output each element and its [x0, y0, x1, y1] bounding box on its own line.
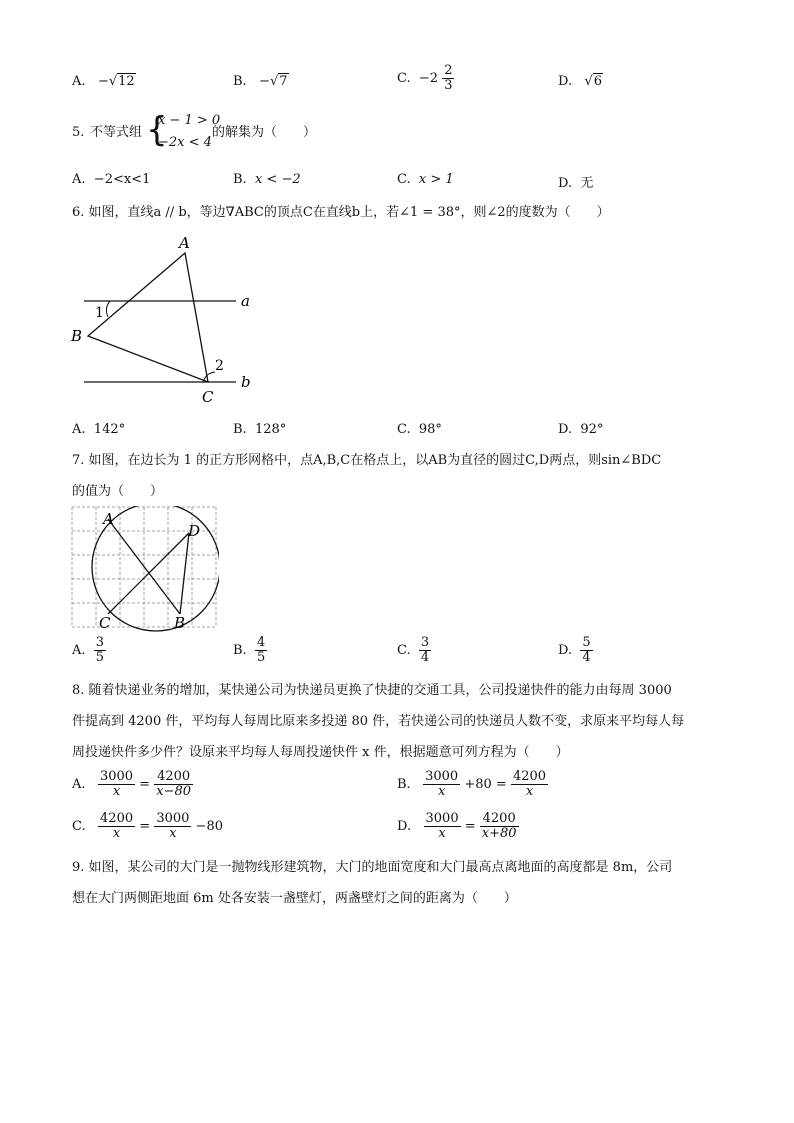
triangle-abc [88, 253, 208, 382]
q8-option-c: C. $\frac{4200}{x}$ = $\frac{3000}{x}$ −80 [72, 811, 223, 841]
q5-option-c: C. x > 1 [397, 172, 454, 187]
label-A: A [179, 234, 190, 252]
q5-option-a: A. −2<x<1 [72, 172, 151, 187]
label-angle-1: 1 [95, 305, 104, 321]
q4-option-a: A. −√12 [72, 74, 135, 89]
q6-option-b: B. 128° [233, 422, 287, 437]
q8-option-d: D. $\frac{3000}{x}$ = $\frac{4200}{x+80}$ [397, 811, 517, 841]
q7-stem-line2: 的值为（ ） [72, 484, 164, 499]
q7-option-c: C. $\frac{3}{4}$ [397, 635, 430, 665]
q6-option-c: C. 98° [397, 422, 442, 437]
q7-option-a: A. $\frac{3}{5}$ [72, 635, 105, 665]
label-b: b [241, 373, 251, 391]
label-angle-2: 2 [215, 358, 224, 374]
q6-option-d: D. 92° [558, 422, 604, 437]
q7-option-b: B. $\frac{4}{5}$ [233, 635, 266, 665]
q8-option-a: A. $\frac{3000}{x}$ = $\frac{4200}{x-80}$ [72, 769, 191, 799]
q4-option-d: D. √6 [558, 74, 603, 89]
segment-DB [180, 533, 189, 614]
q7-circle-grid-figure [71, 506, 219, 632]
label-C: C [99, 614, 111, 632]
brace: { [146, 110, 168, 150]
q7-stem-line1: 7. 如图，在边长为 1 的正方形网格中，点A,B,C在格点上，以AB为直径的圆过C,D两点，则sin∠BDC [72, 453, 662, 468]
sqrt-sign: √ [108, 74, 118, 89]
q5-option-d: D. 无 [558, 176, 594, 191]
q9-stem-line2: 想在大门两侧距地面 6m 处各安装一盏壁灯，两盏壁灯之间的距离为（ ） [72, 891, 517, 906]
sqrt-sign: √ [584, 74, 593, 89]
q9-stem-line1: 9. 如图，某公司的大门是一抛物线形建筑物，大门的地面宽度和大门最高点离地面的高度都是 8m，公司 [72, 860, 673, 875]
q6-option-a: A. 142° [72, 422, 126, 437]
q4-option-b: B. −√7 [233, 74, 288, 89]
q4-option-c: C. −2 $\frac{2}{3}$ [397, 63, 453, 93]
q8-stem-line2: 件提高到 4200 件，平均每人每周比原来多投递 80 件，若快递公司的快递员人数不变，求原来平均每人每 [72, 714, 685, 729]
label-B: B [71, 327, 83, 345]
q6-stem: 6. 如图，直线a // b，等边∇ABC的顶点C在直线b上，若∠1 = 38°，则∠2的度数为（ ） [72, 205, 610, 220]
q8-option-b: B. $\frac{3000}{x}$ +80 = $\frac{4200}{x}$ [397, 769, 547, 799]
label-B: B [174, 614, 186, 632]
q8-stem-line1: 8. 随着快递业务的增加，某快递公司为快递员更换了快捷的交通工具，公司投递快件的能力由每周 3000 [72, 683, 672, 698]
q5-option-b: B. x < −2 [233, 172, 301, 187]
q6-triangle-figure [68, 232, 268, 407]
label-a: a [241, 292, 250, 310]
fraction: $\frac{2}{3}$ [444, 63, 453, 93]
label-D: D [188, 522, 201, 540]
q7-option-d: D. $\frac{5}{4}$ [558, 635, 591, 665]
sqrt-sign: √ [270, 74, 279, 89]
angle-1-arc [106, 301, 110, 317]
label-A: A [103, 510, 114, 528]
label-C: C [202, 388, 214, 406]
q8-stem-line3: 周投递快件多少件？设原来平均每人每周投递快件 x 件，根据题意可列方程为（ ） [72, 745, 569, 760]
